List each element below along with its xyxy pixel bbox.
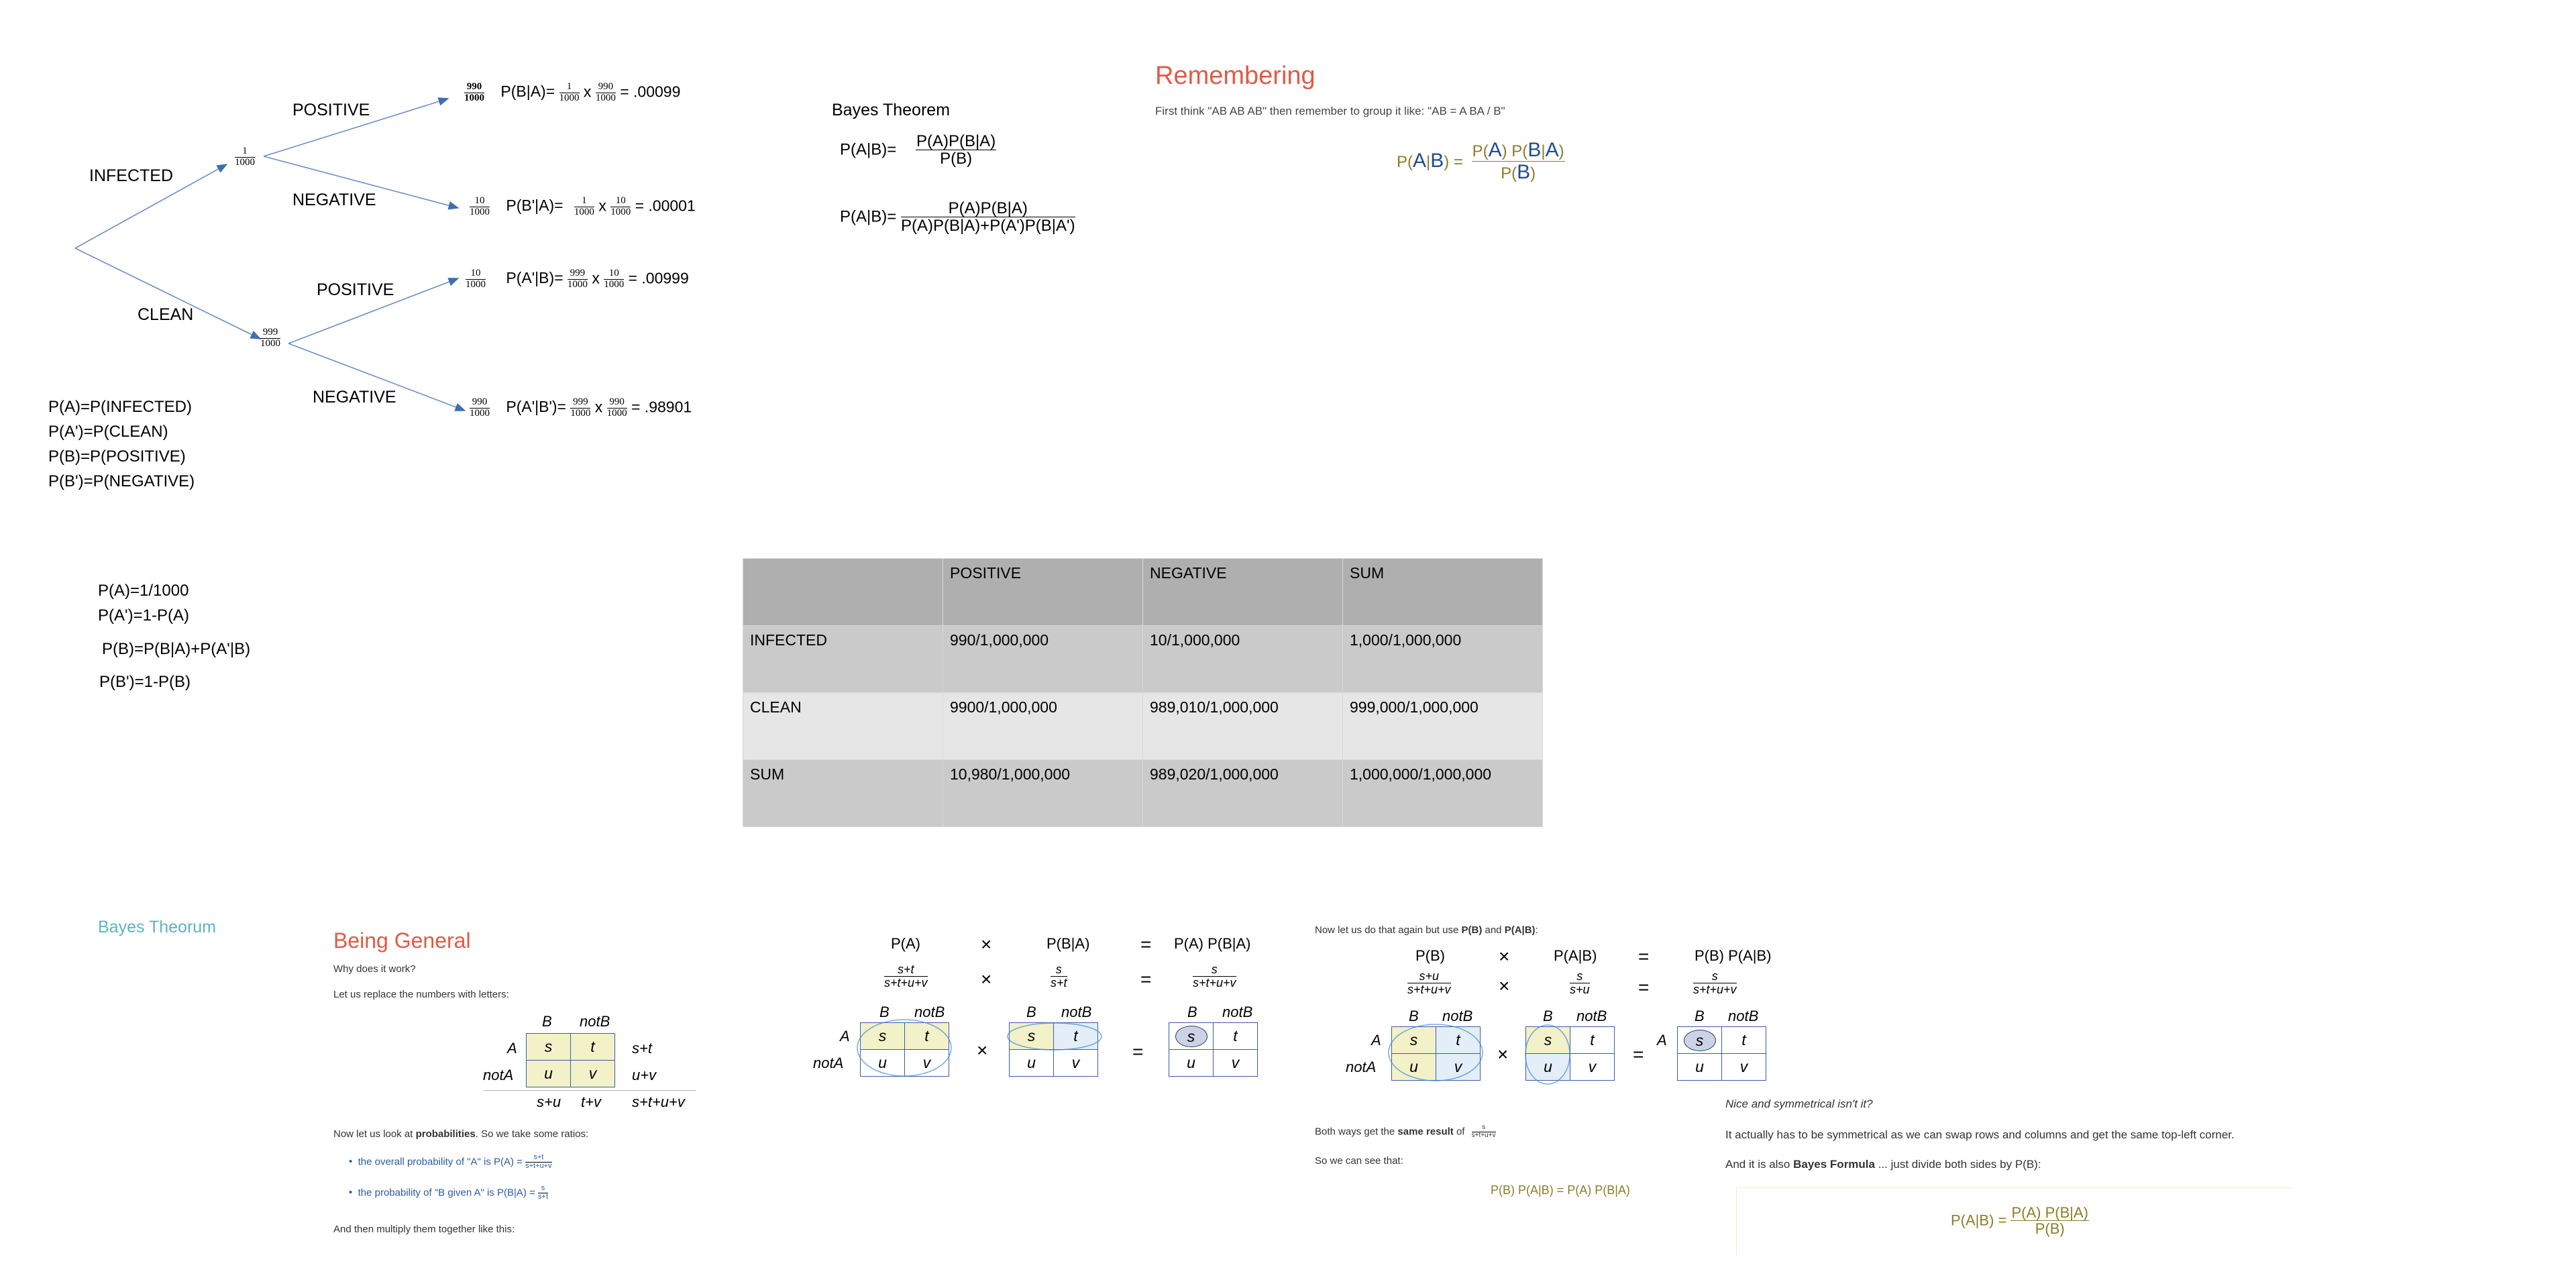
mult-a-times: × (981, 934, 992, 955)
grid-sum-su: s+u (537, 1093, 561, 1110)
letter-grid (526, 1033, 615, 1087)
grid-row-nota: notA (483, 1067, 514, 1083)
prob-line: P(B)=P(B|A)+P(A'|B) (102, 640, 251, 658)
mult-a-h3: P(A) P(B|A) (1174, 935, 1251, 952)
table-cell: 10/1,000,000 (1143, 626, 1343, 693)
grid-v: v (571, 1061, 615, 1087)
mult-b-identity: P(B) P(A|B) = P(A) P(B|A) (1491, 1183, 1630, 1197)
mult-a-f1: $\frac{s+t}{s+t+u+v}$ (884, 963, 928, 989)
cell-u: u (1010, 1050, 1054, 1077)
branch-negative-1: NEGATIVE (292, 191, 376, 209)
branch-infected: INFECTED (89, 166, 173, 185)
grid-a2-col-b: B (1026, 1004, 1036, 1020)
grid-sum-uv: u+v (632, 1067, 657, 1083)
cell-u: u (1169, 1050, 1214, 1077)
definitions-block (48, 394, 195, 494)
general-look: Now let us look at probabilities. So we take some ratios: (333, 1128, 589, 1140)
header-cell (743, 559, 943, 626)
cell-s: s (861, 1023, 905, 1050)
cell-t: t (1214, 1023, 1258, 1050)
header-cell: SUM (1343, 559, 1543, 626)
cell-u: u (861, 1050, 905, 1077)
cell-t: t (1570, 1027, 1615, 1054)
header-cell: NEGATIVE (1143, 559, 1343, 626)
table-cell: 1,000,000/1,000,000 (1343, 760, 1543, 827)
mult-b-times: × (1499, 946, 1510, 967)
general-multiply: And then multiply them together like this: (333, 1224, 515, 1235)
cell-t: t (1054, 1023, 1098, 1050)
branch-positive-2: POSITIVE (317, 280, 394, 299)
remembering-title: Remembering (1155, 62, 1316, 90)
grid-a1-row-a: A (840, 1028, 850, 1044)
grid-b3-row-a: A (1657, 1032, 1667, 1049)
cell-s: s (1169, 1023, 1214, 1050)
table-cell: 989,020/1,000,000 (1143, 760, 1343, 827)
mult-b-h2: P(A|B) (1554, 947, 1597, 964)
def-line: P(B')=P(NEGATIVE) (48, 472, 195, 490)
table-cell: 999,000/1,000,000 (1343, 693, 1543, 760)
grid-sum-tv: t+v (581, 1093, 601, 1110)
cell-s: s (1010, 1023, 1054, 1050)
grid-b2-col-notb: notB (1576, 1008, 1607, 1024)
table-cell: 990/1,000,000 (943, 626, 1143, 693)
table-cell: 989,010/1,000,000 (1143, 693, 1343, 760)
mult-b-eq-2: = (1638, 977, 1650, 998)
mult-b-times-2: × (1499, 975, 1510, 996)
table-cell: 1,000/1,000,000 (1343, 626, 1543, 693)
mult-a-h2: P(B|A) (1046, 935, 1090, 952)
grid-col-b: B (542, 1013, 552, 1030)
cell-s: s (1678, 1027, 1722, 1054)
bayes-formula-1: P(A|B)= $\frac{P(A)P(B|A)}{P(B)}$ (840, 132, 996, 168)
mult-b-f3: $\frac{s}{s+t+u+v}$ (1693, 969, 1737, 996)
table-header-row (743, 559, 1543, 626)
grid-eq-a: = (1132, 1041, 1144, 1062)
grid-b3-col-b: B (1695, 1008, 1705, 1024)
grid-a1-col-notb: notB (914, 1004, 945, 1020)
bayes-formula-2: P(A|B)= $\frac{P(A)P(B|A)}{P(A)P(B|A)+P(A')P(B|A')}$ (840, 199, 1075, 235)
leaf-2: $\frac{10}{1000}$ P(B'|A)= $\frac{1}{1000}$ x $\frac{10}{1000}$ = .00001 (470, 195, 696, 217)
grid-a3 (1169, 1022, 1258, 1077)
grid-b1-row-nota: notA (1346, 1059, 1377, 1075)
cell-v: v (1436, 1054, 1481, 1081)
table-cell: 9900/1,000,000 (943, 693, 1143, 760)
grid-sum-all: s+t+u+v (632, 1093, 685, 1110)
grid-times-a: × (977, 1040, 988, 1061)
grid-a2-ellipse (1006, 1021, 1106, 1055)
remembering-formula: P(A|B) = $\frac{P(A) P(B|A)}{P(B)}$ (1397, 139, 1564, 183)
grid-u: u (527, 1061, 571, 1087)
leaf-3: $\frac{10}{1000}$ P(A'|B)= $\frac{999}{1000}$ x $\frac{10}{1000}$ = .00999 (466, 268, 689, 290)
bayes-title: Bayes Theorem (832, 101, 951, 119)
grid-b2-ellipse (1523, 1024, 1574, 1087)
leaf-4: $\frac{990}{1000}$ P(A'|B')= $\frac{999}{1000}$ x $\frac{990}{1000}$ = .98901 (470, 396, 692, 419)
table-row (743, 760, 1543, 827)
header-cell: POSITIVE (943, 559, 1143, 626)
frequency-table (743, 558, 1543, 827)
grid-a1-ellipse (856, 1018, 957, 1083)
cell-v: v (1570, 1054, 1615, 1081)
branch-negative-2: NEGATIVE (313, 388, 396, 407)
mult-b-h3: P(B) P(A|B) (1695, 947, 1772, 964)
grid-row-a: A (507, 1040, 517, 1057)
conclusion-nice: Nice and symmetrical isn't it? (1725, 1097, 1873, 1110)
bayes-theorum-label: Bayes Theorum (98, 918, 217, 936)
grid-times-b: × (1497, 1044, 1509, 1065)
table-cell: CLEAN (743, 693, 943, 760)
table-cell: 10,980/1,000,000 (943, 760, 1143, 827)
cell-t: t (1436, 1027, 1481, 1054)
def-line: P(B)=P(POSITIVE) (48, 447, 186, 466)
cell-s: s (1392, 1027, 1436, 1054)
general-title: Being General (333, 928, 471, 953)
final-formula: P(A|B) = $\frac{P(A) P(B|A)}{P(B)}$ (1951, 1204, 2088, 1238)
remembering-text: First think "AB AB AB" then remember to group it like: "AB = A BA / B" (1155, 105, 1505, 117)
grid-a3-col-notb: notB (1222, 1004, 1253, 1020)
prob-line: P(B')=1-P(B) (99, 673, 191, 691)
grid-s: s (527, 1034, 571, 1061)
grid-col-notb: notB (580, 1013, 610, 1030)
mult-b-same: Both ways get the same result of $\frac{s}{s+t+u+v}$ (1315, 1124, 1496, 1139)
grid-b1-row-a: A (1371, 1032, 1381, 1049)
mult-a-h1: P(A) (891, 935, 920, 952)
general-why: Why does it work? (333, 963, 416, 975)
mult-b-intro: Now let us do that again but use P(B) and P(A|B): (1315, 924, 1538, 936)
mult-b-h1: P(B) (1415, 947, 1445, 964)
cell-u: u (1678, 1054, 1722, 1081)
table-row (743, 693, 1543, 760)
cell-v: v (1214, 1050, 1258, 1077)
conclusion-also: And it is also Bayes Formula ... just divide both sides by P(B): (1725, 1158, 2041, 1171)
branch-clean: CLEAN (138, 305, 194, 324)
grid-b1-col-b: B (1409, 1008, 1419, 1024)
grid-b3-col-notb: notB (1728, 1008, 1759, 1024)
def-line: P(A')=P(CLEAN) (48, 423, 168, 441)
prob-line: P(A')=1-P(A) (98, 606, 189, 625)
branch-line-clean (75, 248, 260, 339)
mult-a-eq-2: = (1140, 969, 1152, 989)
grid-t: t (571, 1034, 615, 1061)
leaf-1: $\frac{990}{1000}$ P(B|A)= $\frac{1}{1000}$ x $\frac{990}{1000}$ = .00099 (464, 81, 681, 103)
mult-a-f2: $\frac{s}{s+t}$ (1051, 963, 1067, 989)
cell-u: u (1526, 1054, 1570, 1081)
grid-b1-col-notb: notB (1442, 1008, 1473, 1024)
cell-v: v (1054, 1050, 1098, 1077)
grid-b2-col-b: B (1543, 1008, 1553, 1024)
general-replace: Let us replace the numbers with letters: (333, 989, 509, 1000)
cell-u: u (1392, 1054, 1436, 1081)
grid-a1-row-nota: notA (813, 1055, 844, 1071)
mult-b-eq: = (1638, 946, 1650, 967)
mult-a-eq: = (1140, 934, 1152, 955)
grid-a3-col-b: B (1187, 1004, 1197, 1020)
grid-eq-b: = (1633, 1044, 1644, 1065)
table-row (743, 626, 1543, 693)
cell-v: v (1722, 1054, 1766, 1081)
grid-sum-st: s+t (632, 1040, 652, 1057)
general-bullet-1: • the overall probability of "A" is P(A) = $\frac{s+t}{s+t+u+v}$ (349, 1153, 552, 1170)
grid-divider (483, 1090, 696, 1091)
table-cell: SUM (743, 760, 943, 827)
mult-b-so: So we can see that: (1315, 1155, 1403, 1167)
conclusion-actually: It actually has to be symmetrical as we can swap rows and columns and get the same top-left corner. (1725, 1128, 2235, 1141)
node-infected-prob: $\frac{1}{1000}$ (235, 146, 255, 168)
cell-t: t (1722, 1027, 1766, 1054)
grid-b3 (1677, 1026, 1766, 1081)
mult-a-f3: $\frac{s}{s+t+u+v}$ (1193, 963, 1236, 989)
grid-b1-ellipse (1387, 1022, 1488, 1087)
node-clean-prob: $\frac{999}{1000}$ (260, 327, 280, 349)
prob-line: P(A)=1/1000 (98, 582, 189, 600)
mult-b-f1: $\frac{s+u}{s+t+u+v}$ (1407, 969, 1451, 996)
branch-positive-1: POSITIVE (292, 101, 370, 119)
grid-a1-col-b: B (879, 1004, 890, 1020)
mult-b-f2: $\frac{s}{s+u}$ (1570, 969, 1590, 996)
cell-v: v (905, 1050, 949, 1077)
cell-s: s (1526, 1027, 1570, 1054)
mult-a-times-2: × (981, 969, 992, 989)
cell-t: t (905, 1023, 949, 1050)
table-cell: INFECTED (743, 626, 943, 693)
def-line: P(A)=P(INFECTED) (48, 398, 193, 416)
general-bullet-2: • the probability of "B given A" is P(B|A) = $\frac{s}{s+t}$ (349, 1184, 549, 1201)
grid-a2-col-notb: notB (1061, 1004, 1092, 1020)
